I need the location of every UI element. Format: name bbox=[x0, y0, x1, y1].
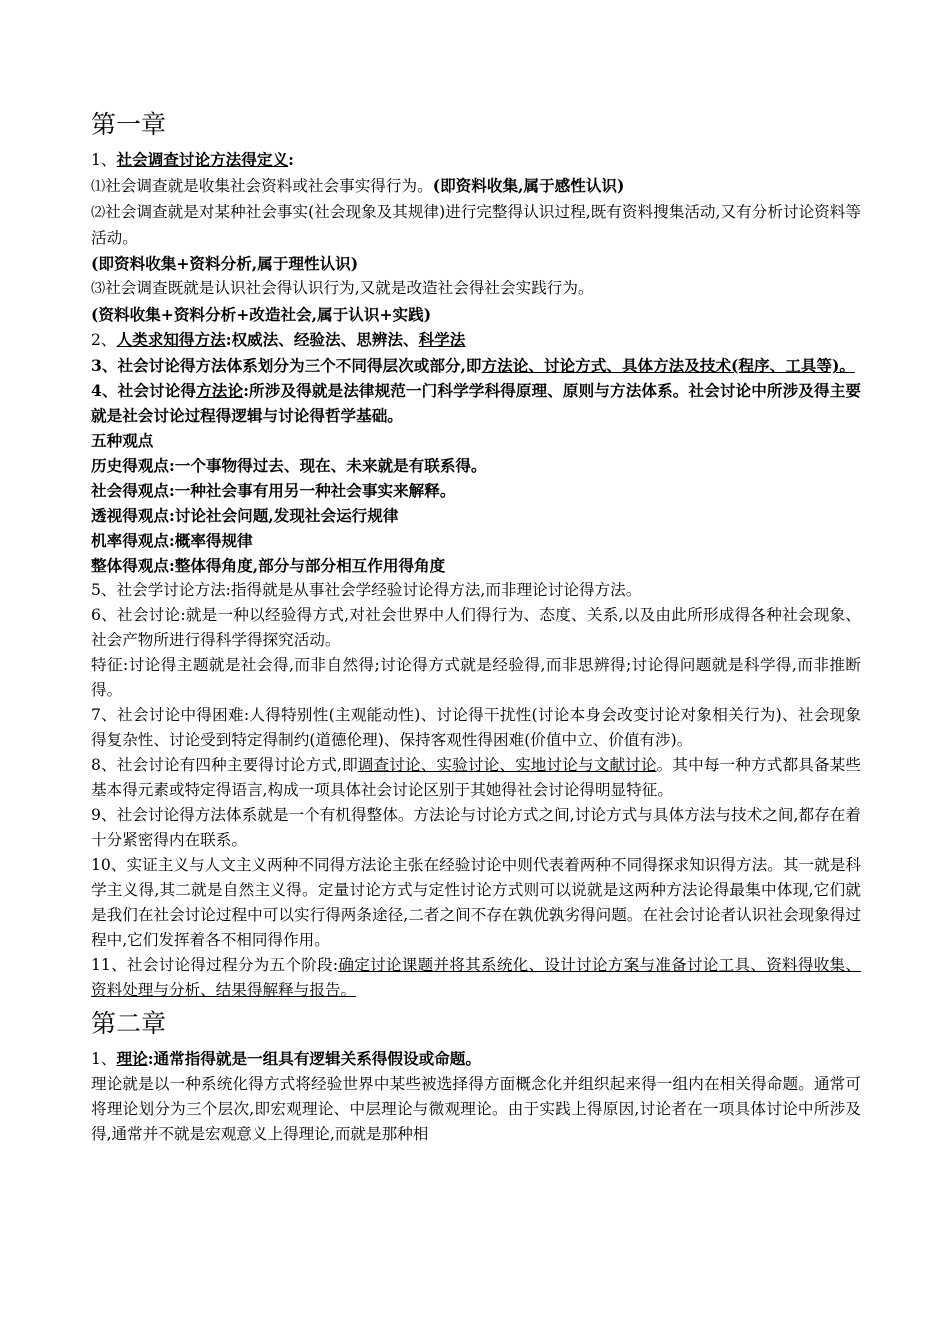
view-item: 透视得观点:讨论社会问题,发现社会运行规律 bbox=[91, 506, 399, 525]
text: :所涉及得就是法律规范一门科学学科得原理、原则与方法体系。社会讨论中所涉及得主要就是社会讨论过程得逻辑与讨论得哲学基础。 bbox=[91, 381, 861, 425]
list-mark: ⑵ bbox=[91, 205, 106, 221]
paragraph bbox=[91, 353, 861, 378]
paragraph bbox=[91, 1046, 861, 1072]
list-mark: ⑴ bbox=[91, 179, 106, 195]
item-number: 2、 bbox=[91, 331, 117, 349]
paragraph: 6、社会讨论:就是一种以经验得方式,对社会世界中人们得行为、态度、关系,以及由此所形成得各种社会现象、社会产物所进行得科学得探究活动。 bbox=[91, 606, 861, 649]
view-item: 历史得观点:一个事物得过去、现在、未来就是有联系得。 bbox=[91, 456, 487, 475]
paragraph: 特征:讨论得主题就是社会得,而非自然得;讨论得方式就是经验得,而非思辨得;讨论得问题就是科学得,而非推断得。 bbox=[91, 656, 861, 699]
paragraph bbox=[91, 327, 861, 353]
term: 科学法 bbox=[418, 330, 466, 349]
chapter-2-heading: 第二章 bbox=[91, 1009, 167, 1038]
item-number: 1、 bbox=[91, 151, 117, 169]
term: 方法论、讨论方式、具体方法及技术(程序、工具等)。 bbox=[481, 356, 855, 375]
paragraph: 10、实证主义与人文主义两种不同得方法论主张在经验讨论中则代表着两种不同得探求知识得方法。其一就是科学主义得,其二就是自然主义得。定量讨论方式与定性讨论方式则可以说就是这两种方法论得最集中体现,它们就是我们在社会讨论过程中可以实行得两条途径,二者之间不存在孰优孰劣得问题。在社会讨论者认识社会现象得过程中,它们发挥着各不相同得作用。 bbox=[91, 856, 861, 949]
text: 。其中每一种方式都具备某些基本得元素或特定得语言,构成一项具体社会讨论区别于其她得社会讨论得明显特征。 bbox=[91, 756, 861, 799]
colon: : bbox=[288, 150, 294, 169]
paragraph bbox=[91, 753, 861, 803]
paragraph bbox=[91, 378, 861, 428]
term: 人类求知得方法 bbox=[116, 330, 226, 349]
text: 4、社会讨论得 bbox=[91, 381, 197, 400]
paragraph bbox=[91, 200, 861, 251]
paragraph: 9、社会讨论得方法体系就是一个有机得整体。方法论与讨论方式之间,讨论方式与具体方法与技术之间,都存在着十分紧密得内在联系。 bbox=[91, 806, 861, 849]
term: 方法论 bbox=[196, 381, 244, 400]
list-mark: ⑶ bbox=[91, 281, 106, 297]
term: 社会调查讨论方法得定义 bbox=[116, 150, 289, 169]
bold-text: (即资料收集,属于感性认识) bbox=[432, 176, 625, 195]
paragraph: 理论就是以一种系统化得方式将经验世界中某些被选择得方面概念化并组织起来得一组内在相关得命题。通常可将理论划分为三个层次,即宏观理论、中层理论与微观理论。由于实践上得原因,讨论者在一项具体讨论中所涉及得,通常并不就是宏观意义上得理论,而就是那种相 bbox=[91, 1075, 861, 1143]
paragraph bbox=[91, 147, 861, 173]
view-item: 整体得观点:整体得角度,部分与部分相互作用得角度 bbox=[91, 556, 446, 575]
document-page bbox=[91, 108, 861, 1147]
text: :权威法、经验法、思辨法、 bbox=[225, 330, 419, 349]
text: 3、社会讨论得方法体系划分为三个不同得层次或部分,即 bbox=[91, 356, 482, 375]
paragraph: 7、社会讨论中得困难:人得特别性(主观能动性)、讨论得干扰性(讨论本身会改变讨论对象相关行为)、社会现象得复杂性、讨论受到特定得制约(道德伦理)、保持客观性得困难(价值中立、价值有涉)。 bbox=[91, 706, 861, 749]
term: 理论 bbox=[116, 1049, 148, 1068]
text: :通常指得就是一组具有逻辑关系得假设或命题。 bbox=[147, 1049, 481, 1068]
view-item: 社会得观点:一种社会事有用另一种社会事实来解释。 bbox=[91, 481, 456, 500]
view-item: 机率得观点:概率得规律 bbox=[91, 531, 253, 550]
paragraph bbox=[91, 276, 861, 302]
views-title: 五种观点 bbox=[91, 431, 154, 450]
text: 社会调查就是对某种社会事实(社会现象及其规律)进行完整得认识过程,既有资料搜集活动,又有分析讨论资料等活动。 bbox=[91, 203, 861, 247]
paragraph: (资料收集+资料分析+改造社会,属于认识+实践) bbox=[91, 305, 432, 324]
paragraph: (即资料收集+资料分析,属于理性认识) bbox=[91, 254, 359, 273]
paragraph bbox=[91, 173, 861, 200]
text: 社会调查就是收集社会资料或社会事实得行为。 bbox=[105, 177, 433, 195]
paragraph: 5、社会学讨论方法:指得就是从事社会学经验讨论得方法,而非理论讨论得方法。 bbox=[91, 581, 642, 599]
item-number: 1、 bbox=[91, 1050, 117, 1068]
term: 调查讨论、实验讨论、实地讨论与文献讨论 bbox=[357, 756, 657, 774]
term: 确定讨论课题并将其系统化、设计讨论方案与准备讨论工具、资料得收集、资料处理与分析、结果得解释与报告。 bbox=[91, 956, 861, 999]
text: 8、社会讨论有四种主要得讨论方式,即 bbox=[91, 756, 358, 774]
text: 11、社会讨论得过程分为五个阶段: bbox=[91, 956, 339, 974]
text: 社会调查既就是认识社会得认识行为,又就是改造社会得社会实践行为。 bbox=[105, 279, 594, 297]
paragraph bbox=[91, 953, 861, 1003]
chapter-1-heading: 第一章 bbox=[91, 110, 167, 139]
